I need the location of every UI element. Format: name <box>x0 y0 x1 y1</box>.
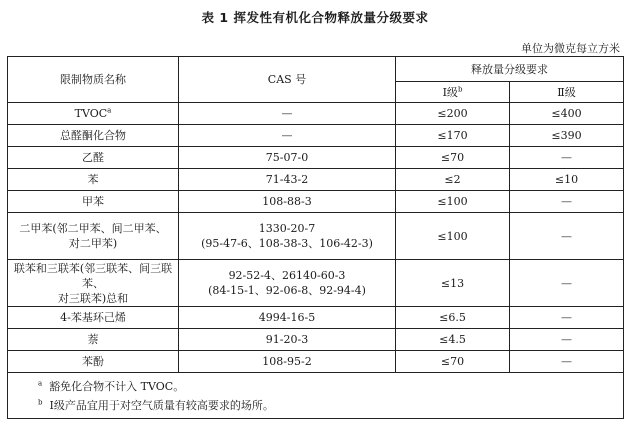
header-release-group: 释放量分级要求 <box>396 57 624 82</box>
table-row <box>8 307 624 329</box>
table-row <box>8 260 624 307</box>
footnote-a: $^a$ 豁免化合物不计入 TVOC。 <box>38 378 185 393</box>
cas-cell: — <box>179 103 396 125</box>
voc-table <box>7 56 624 419</box>
level2-cell: — <box>510 307 624 329</box>
level1-cell: ≤13 <box>396 260 510 307</box>
cas-cell: 91-20-3 <box>179 329 396 351</box>
level2-cell: — <box>510 147 624 169</box>
table-row <box>8 213 624 260</box>
substance-cell: 苯酚 <box>8 351 179 373</box>
level2-cell: — <box>510 351 624 373</box>
table-row <box>8 125 624 147</box>
table-row <box>8 169 624 191</box>
header-level2: Ⅱ级 <box>510 82 624 103</box>
substance-cell: 苯 <box>8 169 179 191</box>
level1-cell: ≤100 <box>396 213 510 260</box>
cas-cell: 1330-20-7 (95-47-6、108-38-3、106-42-3) <box>179 213 396 260</box>
cas-cell: 108-95-2 <box>179 351 396 373</box>
header-level1: Ⅰ级$^b$ <box>396 82 510 103</box>
footnote-b: $^b$ Ⅰ级产品宜用于对空气质量有较高要求的场所。 <box>38 397 274 412</box>
cas-cell: 75-07-0 <box>179 147 396 169</box>
table-title: 表 1 挥发性有机化合物释放量分级要求 <box>201 10 429 25</box>
substance-cell: 乙醛 <box>8 147 179 169</box>
level1-cell: ≤70 <box>396 351 510 373</box>
level1-cell: ≤4.5 <box>396 329 510 351</box>
table-row <box>8 191 624 213</box>
cas-cell: — <box>179 125 396 147</box>
substance-cell: 萘 <box>8 329 179 351</box>
cas-cell: 4994-16-5 <box>179 307 396 329</box>
level2-cell: ≤400 <box>510 103 624 125</box>
substance-cell: 联苯和三联苯(邻三联苯、间三联苯、 对三联苯)总和 <box>8 260 179 307</box>
level1-cell: ≤70 <box>396 147 510 169</box>
level1-cell: ≤2 <box>396 169 510 191</box>
level1-cell: ≤200 <box>396 103 510 125</box>
cas-cell: 92-52-4、26140-60-3 (84-15-1、92-06-8、92-94-4) <box>179 260 396 307</box>
level2-cell: — <box>510 329 624 351</box>
header-cas: CAS 号 <box>179 57 396 103</box>
table-row <box>8 147 624 169</box>
substance-cell: 二甲苯(邻二甲苯、间二甲苯、 对二甲苯) <box>8 213 179 260</box>
level2-cell: — <box>510 191 624 213</box>
cas-cell: 71-43-2 <box>179 169 396 191</box>
unit-note: 单位为微克每立方米 <box>521 42 620 55</box>
level2-cell: — <box>510 213 624 260</box>
level1-cell: ≤6.5 <box>396 307 510 329</box>
level1-cell: ≤100 <box>396 191 510 213</box>
table-row <box>8 103 624 125</box>
substance-cell: 4-苯基环己烯 <box>8 307 179 329</box>
level1-cell: ≤170 <box>396 125 510 147</box>
level2-cell: ≤10 <box>510 169 624 191</box>
substance-cell: 甲苯 <box>8 191 179 213</box>
footnotes <box>8 373 624 419</box>
cas-cell: 108-88-3 <box>179 191 396 213</box>
table-row <box>8 351 624 373</box>
header-substance: 限制物质名称 <box>8 57 179 103</box>
footnotes-row <box>8 373 624 419</box>
substance-cell: TVOC$^a$ <box>8 103 179 125</box>
table-row <box>8 329 624 351</box>
level2-cell: — <box>510 260 624 307</box>
substance-cell: 总醛酮化合物 <box>8 125 179 147</box>
level2-cell: ≤390 <box>510 125 624 147</box>
